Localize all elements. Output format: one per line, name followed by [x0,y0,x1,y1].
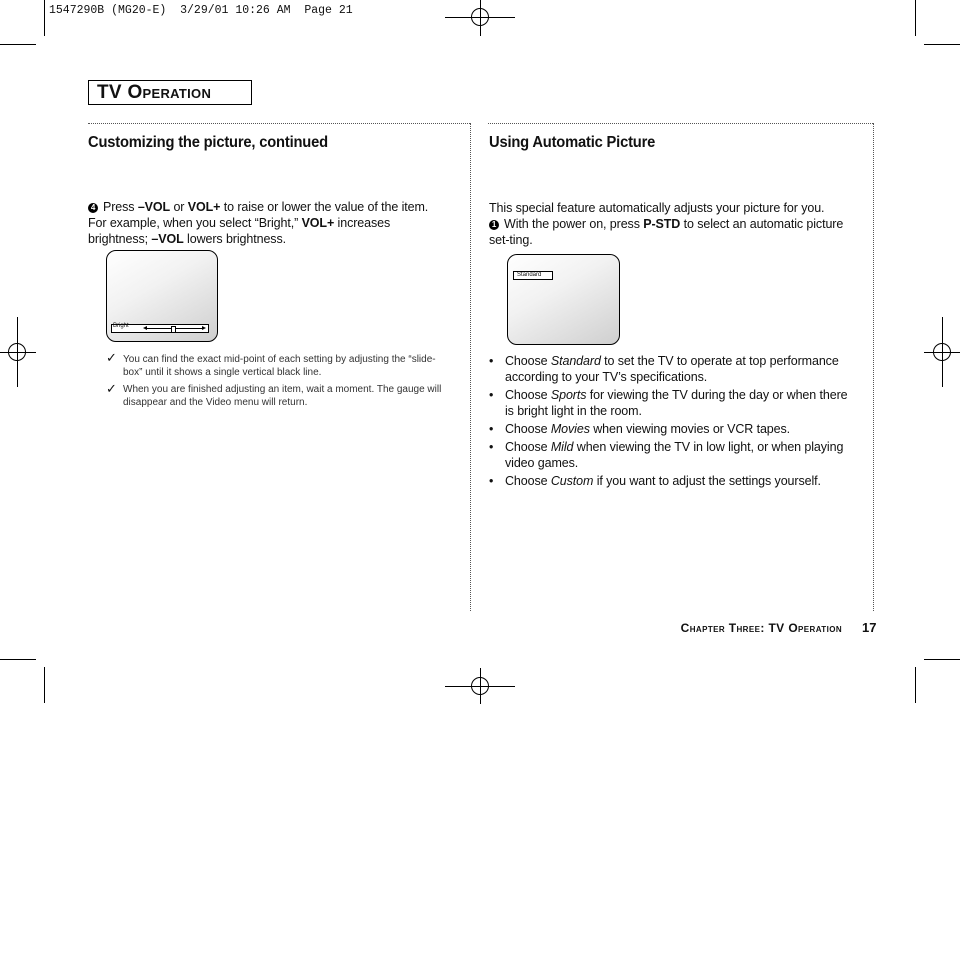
tv-screen-standard [507,254,620,345]
right-heading: Using Automatic Picture [489,134,656,151]
check-mark: ✓ [106,381,117,396]
list-item: • Choose Custom if you want to adjust the settings yourself. [489,474,821,488]
left-heading: Customizing the picture, continued [88,134,328,151]
crop-mark [924,44,960,45]
list-item: • Choose Standard to set the TV to operate at top performance according to your TV’s specifications. [489,354,839,384]
crop-mark [44,667,45,703]
page-number: 17 [862,620,877,635]
step-number: 4 [88,203,98,213]
picture-options-list [489,353,859,489]
note-item: When you are finished adjusting an item, wait a moment. The gauge will disappear and the Video menu will return. [123,384,442,408]
crop-mark [0,44,36,45]
crop-mark [924,659,960,660]
note-item: You can find the exact mid-point of each setting by adjusting the “slide-box” until it shows a single vertical black line. [123,354,436,378]
gauge-slide-box [171,326,176,333]
section-title: TV Operation [97,82,212,103]
column-divider [88,123,470,124]
brightness-gauge [111,324,209,333]
list-item: • Choose Mild when viewing the TV in low light, or when playing video games. [489,440,844,470]
print-slug: 1547290B (MG20-E) 3/29/01 10:26 AM Page 21 [49,4,353,17]
gauge-arrow-left [143,326,147,330]
brightness-label: Bright [113,323,129,329]
list-item: • Choose Sports for viewing the TV during the day or when there is bright light in the room. [489,388,848,418]
column-divider [488,123,873,124]
check-mark: ✓ [106,350,117,365]
crop-mark [915,0,916,36]
gauge-arrow-right [202,326,206,330]
left-step: 4 Press –VOL or VOL+ to raise or lower the value of the item. For example, when you select “Bright,” VOL+ increases brightness; –VOL lowers brightness. [88,200,429,246]
crop-mark [0,659,36,660]
column-divider [873,123,874,611]
right-intro: This special feature automatically adjusts your picture for you. [489,201,825,215]
list-item: • Choose Movies when viewing movies or VCR tapes. [489,422,791,436]
chapter-footer: Chapter Three: TV Operation [680,621,842,635]
column-divider [470,123,471,611]
section-title-box [88,80,252,105]
step-number: 1 [489,220,499,230]
crop-mark [915,667,916,703]
right-step: 1 With the power on, press P-STD to select an automatic picture set-ting. [489,217,844,247]
crop-mark [44,0,45,36]
tv-screen-brightness [106,250,218,342]
standard-label: Standard [513,271,553,280]
